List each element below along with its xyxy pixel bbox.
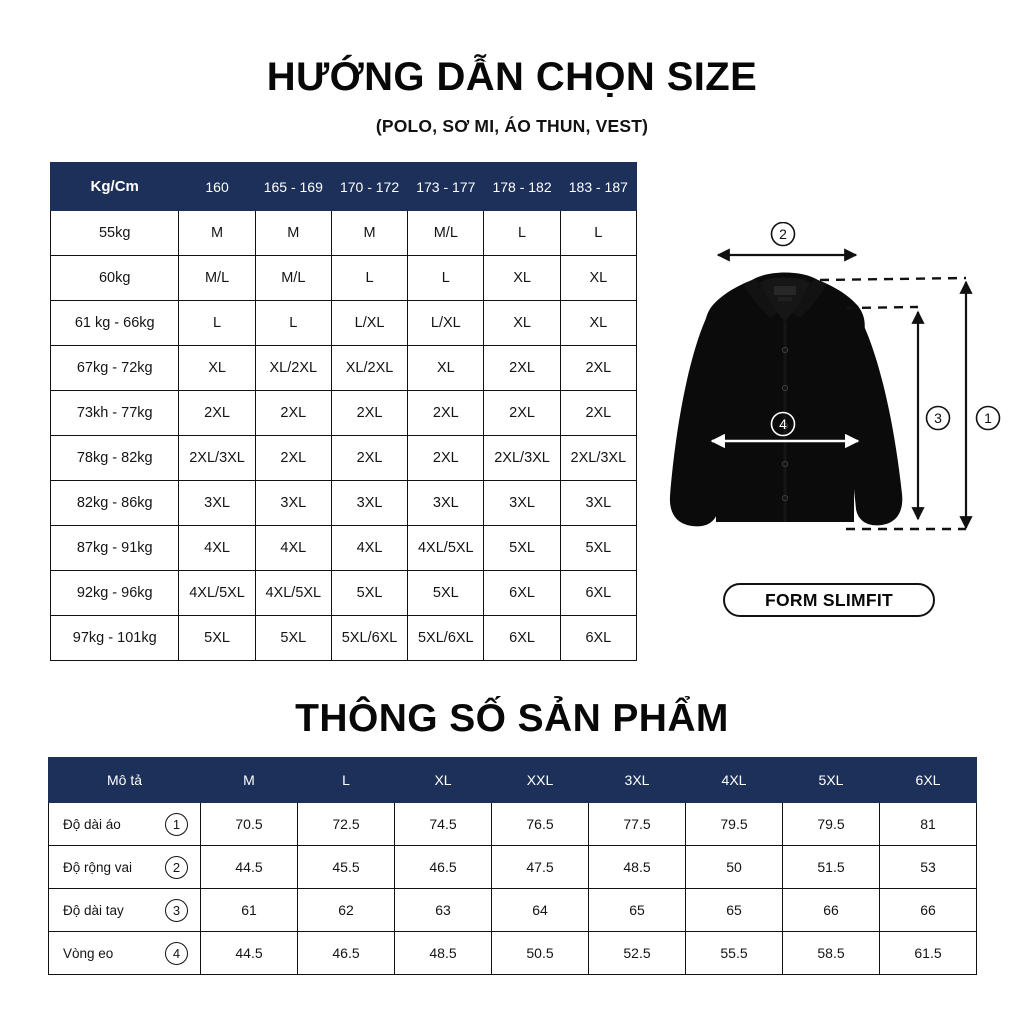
col-header-178182: 178 - 182 xyxy=(484,163,560,211)
svg-text:4: 4 xyxy=(779,416,787,432)
table-row xyxy=(51,481,637,526)
size-cell: 2XL xyxy=(331,391,407,436)
row-label: Độ dài tay xyxy=(63,902,124,918)
size-cell: 5XL xyxy=(408,571,484,616)
size-cell: L xyxy=(408,256,484,301)
col-header-173177: 173 - 177 xyxy=(408,163,484,211)
col-header-6xl: 6XL xyxy=(880,758,977,803)
table-row xyxy=(51,616,637,661)
table-row xyxy=(51,571,637,616)
measure-cell: 70.5 xyxy=(201,803,298,846)
size-cell: 6XL xyxy=(484,616,560,661)
size-cell: L xyxy=(331,256,407,301)
measure-cell: 48.5 xyxy=(589,846,686,889)
size-cell: L xyxy=(484,211,560,256)
marker-badge-3 xyxy=(927,407,950,430)
size-cell: L/XL xyxy=(408,301,484,346)
measure-cell: 45.5 xyxy=(298,846,395,889)
row-label: Vòng eo xyxy=(63,945,114,961)
measure-cell: 55.5 xyxy=(686,932,783,975)
table-row xyxy=(51,211,637,256)
table-row xyxy=(51,346,637,391)
size-cell: 2XL/3XL xyxy=(484,436,560,481)
measure-cell: 50 xyxy=(686,846,783,889)
table-row xyxy=(49,803,977,846)
row-label: 78kg - 82kg xyxy=(51,436,179,481)
size-matrix-body xyxy=(51,211,637,661)
size-cell: M xyxy=(255,211,331,256)
measure-cell: 63 xyxy=(395,889,492,932)
col-header-description: Mô tả xyxy=(49,758,201,803)
shirt-graphic xyxy=(670,273,902,527)
size-cell: 3XL xyxy=(408,481,484,526)
measure-cell: 64 xyxy=(492,889,589,932)
size-cell: 4XL/5XL xyxy=(179,571,255,616)
row-label-cell xyxy=(49,803,201,846)
table-row xyxy=(51,301,637,346)
size-cell: XL xyxy=(408,346,484,391)
size-cell: 5XL xyxy=(179,616,255,661)
size-cell: 2XL/3XL xyxy=(179,436,255,481)
measure-cell: 47.5 xyxy=(492,846,589,889)
measure-cell: 51.5 xyxy=(783,846,880,889)
size-cell: 4XL/5XL xyxy=(408,526,484,571)
product-specs-header xyxy=(49,758,977,803)
measure-cell: 74.5 xyxy=(395,803,492,846)
size-matrix-table xyxy=(50,162,637,661)
measure-cell: 46.5 xyxy=(395,846,492,889)
size-cell: 4XL xyxy=(179,526,255,571)
measure-cell: 66 xyxy=(880,889,977,932)
col-header-l: L xyxy=(298,758,395,803)
measure-cell: 62 xyxy=(298,889,395,932)
size-cell: 5XL xyxy=(331,571,407,616)
size-cell: 3XL xyxy=(484,481,560,526)
col-header-165169: 165 - 169 xyxy=(255,163,331,211)
size-cell: XL xyxy=(560,256,636,301)
fit-badge xyxy=(723,583,935,617)
measure-cell: 81 xyxy=(880,803,977,846)
table-row xyxy=(51,526,637,571)
size-cell: XL/2XL xyxy=(331,346,407,391)
col-header-183187: 183 - 187 xyxy=(560,163,636,211)
size-cell: XL xyxy=(484,301,560,346)
size-cell: 6XL xyxy=(484,571,560,616)
row-label: 67kg - 72kg xyxy=(51,346,179,391)
marker-badge-1 xyxy=(977,407,1000,430)
measure-cell: 72.5 xyxy=(298,803,395,846)
measure-cell: 50.5 xyxy=(492,932,589,975)
measure-cell: 53 xyxy=(880,846,977,889)
table-row xyxy=(49,889,977,932)
measure-cell: 76.5 xyxy=(492,803,589,846)
size-cell: 5XL/6XL xyxy=(408,616,484,661)
size-cell: 6XL xyxy=(560,616,636,661)
row-label: 60kg xyxy=(51,256,179,301)
row-label: Độ dài áo xyxy=(63,816,121,832)
size-cell: 2XL xyxy=(560,391,636,436)
size-cell: 4XL xyxy=(255,526,331,571)
size-cell: 4XL/5XL xyxy=(255,571,331,616)
measure-cell: 61 xyxy=(201,889,298,932)
marker-badge-1: 1 xyxy=(165,813,188,836)
size-cell: M/L xyxy=(255,256,331,301)
table-row xyxy=(51,391,637,436)
row-label: 55kg xyxy=(51,211,179,256)
size-matrix-header xyxy=(51,163,637,211)
size-cell: L xyxy=(179,301,255,346)
table-row xyxy=(49,846,977,889)
size-cell: 6XL xyxy=(560,571,636,616)
col-header-5xl: 5XL xyxy=(783,758,880,803)
size-cell: L xyxy=(255,301,331,346)
size-cell: 3XL xyxy=(560,481,636,526)
measure-cell: 58.5 xyxy=(783,932,880,975)
size-cell: M xyxy=(331,211,407,256)
product-specs-table xyxy=(48,757,977,975)
row-label-cell xyxy=(49,889,201,932)
measure-cell: 79.5 xyxy=(686,803,783,846)
size-cell: M/L xyxy=(408,211,484,256)
table-row xyxy=(51,256,637,301)
col-header-170172: 170 - 172 xyxy=(331,163,407,211)
marker-badge-2: 2 xyxy=(165,856,188,879)
measure-cell: 61.5 xyxy=(880,932,977,975)
col-header-160: 160 xyxy=(179,163,255,211)
measure-cell: 65 xyxy=(589,889,686,932)
row-label: 73kh - 77kg xyxy=(51,391,179,436)
row-label: 87kg - 91kg xyxy=(51,526,179,571)
size-cell: XL xyxy=(179,346,255,391)
shirt-illustration-panel xyxy=(650,222,1010,552)
size-cell: 2XL xyxy=(255,391,331,436)
page-title-size-guide: HƯỚNG DẪN CHỌN SIZE xyxy=(266,55,758,99)
col-header-m: M xyxy=(201,758,298,803)
page-title-product-specs: THÔNG SỐ SẢN PHẨM xyxy=(295,697,729,740)
size-cell: 2XL xyxy=(179,391,255,436)
measure-cell: 44.5 xyxy=(201,846,298,889)
size-cell: 2XL/3XL xyxy=(560,436,636,481)
marker-badge-4: 4 xyxy=(165,942,188,965)
table-row xyxy=(49,932,977,975)
guide-line-top xyxy=(820,278,966,280)
size-cell: 2XL xyxy=(408,436,484,481)
size-cell: 4XL xyxy=(331,526,407,571)
size-cell: 5XL xyxy=(484,526,560,571)
size-cell: M xyxy=(179,211,255,256)
row-label: 97kg - 101kg xyxy=(51,616,179,661)
size-cell: XL xyxy=(560,301,636,346)
row-label: 82kg - 86kg xyxy=(51,481,179,526)
size-cell: XL xyxy=(484,256,560,301)
fit-badge-label: FORM SLIMFIT xyxy=(764,589,894,610)
row-label-cell xyxy=(49,932,201,975)
size-cell: 2XL xyxy=(331,436,407,481)
measure-cell: 52.5 xyxy=(589,932,686,975)
page-subtitle-categories: (POLO, SƠ MI, ÁO THUN, VEST) xyxy=(375,116,649,136)
measure-cell: 46.5 xyxy=(298,932,395,975)
marker-badge-2 xyxy=(772,223,795,246)
marker-badge-3: 3 xyxy=(165,899,188,922)
size-cell: 5XL/6XL xyxy=(331,616,407,661)
row-label: Độ rộng vai xyxy=(63,859,133,875)
table-row xyxy=(51,436,637,481)
svg-text:2: 2 xyxy=(779,226,787,242)
product-specs-body xyxy=(49,803,977,975)
table-header-row xyxy=(51,163,637,211)
size-cell: L xyxy=(560,211,636,256)
table-header-row xyxy=(49,758,977,803)
measure-cell: 65 xyxy=(686,889,783,932)
size-cell: 2XL xyxy=(560,346,636,391)
measure-cell: 44.5 xyxy=(201,932,298,975)
col-header-3xl: 3XL xyxy=(589,758,686,803)
size-cell: 3XL xyxy=(179,481,255,526)
svg-text:1: 1 xyxy=(984,410,992,426)
row-label: 92kg - 96kg xyxy=(51,571,179,616)
row-label-cell xyxy=(49,846,201,889)
size-cell: 2XL xyxy=(408,391,484,436)
measure-cell: 77.5 xyxy=(589,803,686,846)
measure-cell: 79.5 xyxy=(783,803,880,846)
size-cell: L/XL xyxy=(331,301,407,346)
measure-cell: 66 xyxy=(783,889,880,932)
size-cell: XL/2XL xyxy=(255,346,331,391)
col-header-kgcm: Kg/Cm xyxy=(51,163,179,211)
row-label: 61 kg - 66kg xyxy=(51,301,179,346)
col-header-xxl: XXL xyxy=(492,758,589,803)
col-header-4xl: 4XL xyxy=(686,758,783,803)
svg-text:3: 3 xyxy=(934,410,942,426)
size-cell: M/L xyxy=(179,256,255,301)
shirt-diagram xyxy=(650,222,1010,552)
size-cell: 5XL xyxy=(255,616,331,661)
measure-cell: 48.5 xyxy=(395,932,492,975)
size-cell: 3XL xyxy=(331,481,407,526)
size-cell: 2XL xyxy=(484,391,560,436)
col-header-xl: XL xyxy=(395,758,492,803)
size-cell: 2XL xyxy=(255,436,331,481)
size-cell: 2XL xyxy=(484,346,560,391)
size-cell: 3XL xyxy=(255,481,331,526)
size-cell: 5XL xyxy=(560,526,636,571)
